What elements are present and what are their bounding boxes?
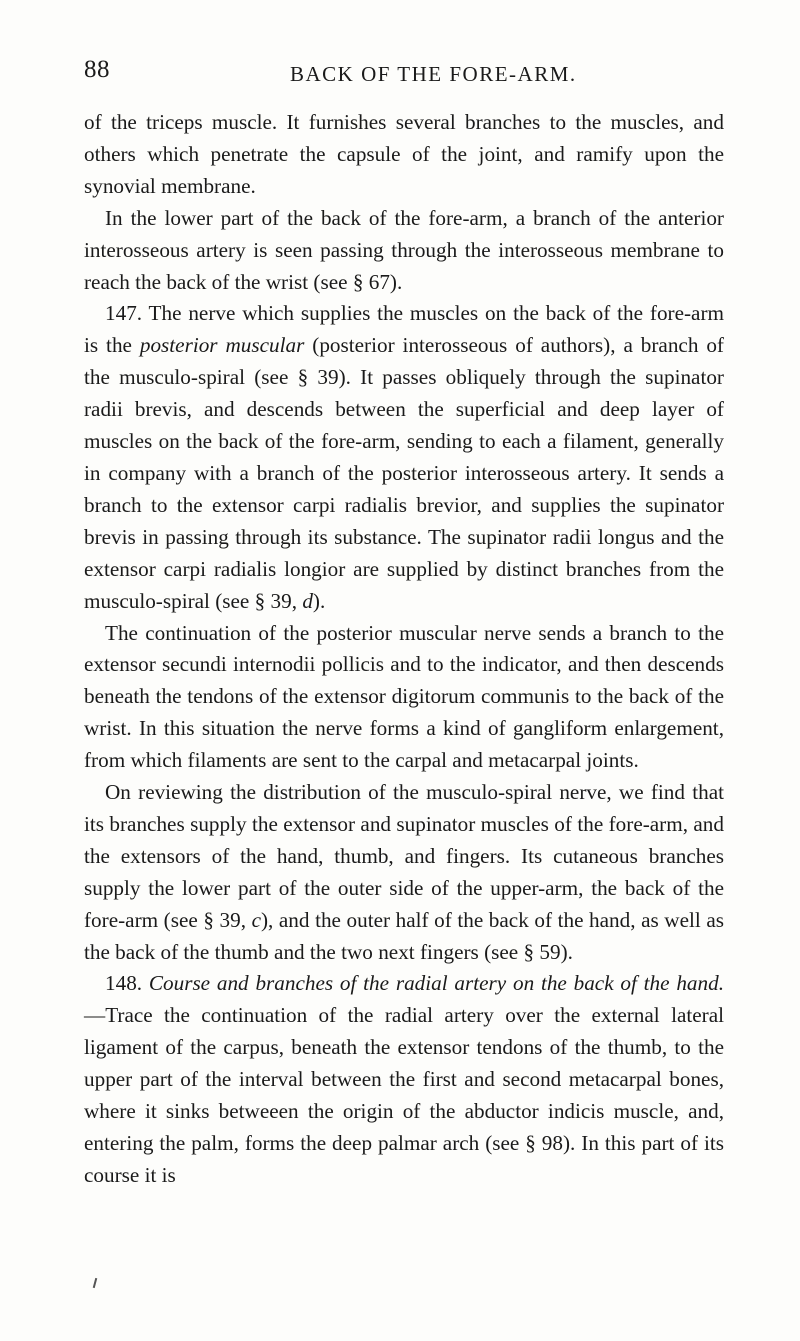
paragraph-nerve-continuation: The continuation of the posterior muscular nerve sends a branch to the extensor secundi internodii pollicis and to the indicator, and then descends beneath the tendons of the extensor digitorum communis to the back of the wrist. In this situation the nerve forms a kind of gangliform enlargement, from which filaments are sent to the carpal and metacarpal joints. xyxy=(84,620,724,773)
paragraph-text: —Trace the continuation of the radial artery over the external lateral ligament of the carpus, beneath the extensor tendons of the thumb, to the upper part of the interval between the first and second metacarpal bones, where it sinks betweeen the origin of the abductor indicis muscle, and, entering the palm, forms the deep palmar arch (see § 98). In this part of its course it is xyxy=(84,1003,724,1187)
italic-term: posterior muscular xyxy=(139,333,305,358)
running-head: BACK OF THE FORE-ARM. xyxy=(290,62,577,86)
italic-reference: d xyxy=(302,588,313,613)
section-heading: Course and branches of the radial artery on the back of the hand. xyxy=(148,971,725,996)
paragraph-continuation: of the triceps muscle. It furnishes several branches to the muscles, and others which penetrate the capsule of the joint, and ramify upon the synovial membrane. xyxy=(84,110,724,198)
section-number: 148. xyxy=(105,971,149,996)
paragraph-text: ). xyxy=(312,588,326,613)
paragraph-musculo-spiral-review xyxy=(84,777,724,968)
paragraph-text: On reviewing the distribution of the musculo-spiral nerve, we find that its branches supply the extensor and supinator muscles of the fore-arm, and the extensors of the hand, thumb, and fingers. Its cutaneous branches supply the lower part of the outer side of the upper-arm, the back of the fore-arm (see § 39, xyxy=(84,780,724,932)
paragraph-text: ), and the outer half of the back of the hand, as well as the back of the thumb and the two next fingers (see § 59). xyxy=(84,907,725,964)
paragraph-text: (posterior interosseous of authors), a branch of the musculo-spiral (see § 39). It passes obliquely through the supinator radii brevis, and descends between the superficial and deep layer of muscles on the back of the fore-arm, sending to each a filament, generally in company with a branch of the posterior interosseous artery. It sends a branch to the extensor carpi radialis brevior, and supplies the supinator brevis in passing through its substance. The supinator radii longus and the extensor carpi radialis longior are supplied by distinct branches from the musculo-spiral (see § 39, xyxy=(84,333,724,613)
paragraph-148-radial-artery xyxy=(84,968,724,1191)
page-number: 88 xyxy=(84,56,110,83)
italic-reference: c xyxy=(251,907,261,932)
paragraph-text: 147. The nerve which supplies the muscles on the back of the fore-arm is the xyxy=(84,301,724,358)
stray-ink-mark xyxy=(93,1278,98,1288)
paragraph-interosseous-artery: In the lower part of the back of the fore-arm, a branch of the anterior interosseous artery is seen passing through the interosseous membrane to reach the back of the wrist (see § 67). xyxy=(84,205,724,294)
body-text xyxy=(84,107,724,1192)
paragraph-147-posterior-muscular-nerve xyxy=(84,298,724,617)
